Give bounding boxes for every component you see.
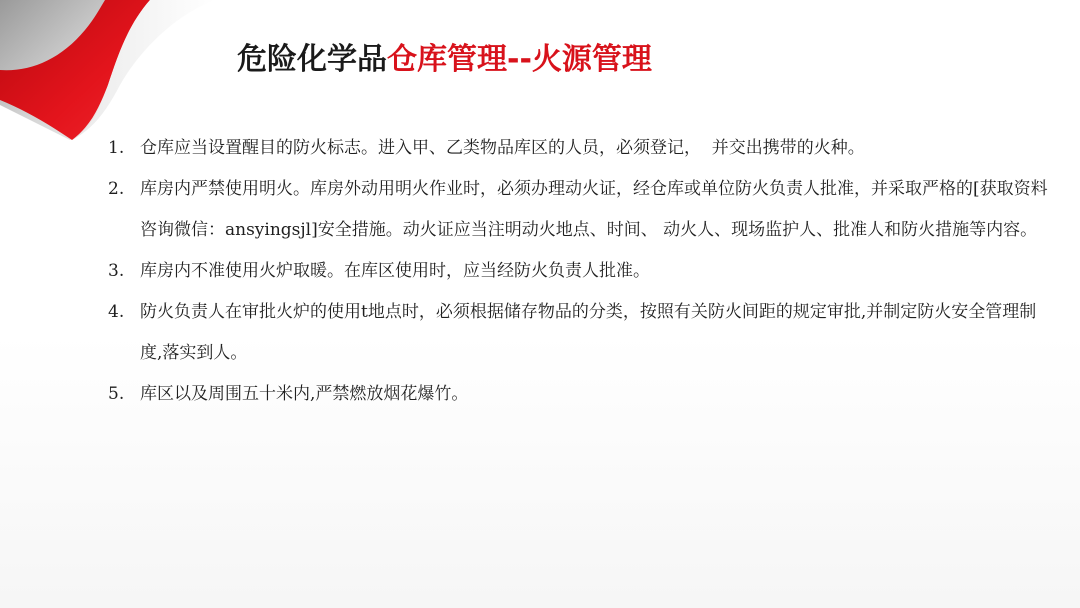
numbered-list — [108, 128, 1058, 415]
list-item-number: 2. — [108, 179, 125, 199]
list-item-number: 3. — [108, 261, 125, 281]
list-item — [108, 169, 1058, 251]
slide-title — [237, 38, 652, 82]
list-item-text: 防火负责人在审批火炉的使用t地点时，必须根据储存物品的分类，按照有关防火间距的规定审批,并制定防火安全管理制度,落实到人。 — [140, 302, 1037, 363]
list-item-text: 库房内不准使用火炉取暖。在库区使用时，应当经防火负责人批准。 — [140, 261, 650, 281]
list-item-number: 4. — [108, 302, 125, 322]
list-item-number: 1. — [108, 138, 125, 158]
list-item — [108, 292, 1058, 374]
list-item-text: 库区以及周围五十米内,严禁燃放烟花爆竹。 — [140, 384, 469, 404]
title-black-part: 危险化学品 — [237, 42, 387, 77]
list-item — [108, 251, 1058, 292]
list-item-text: 仓库应当设置醒目的防火标志。进入甲、乙类物品库区的人员，必须登记， 并交出携带的火种。 — [140, 138, 865, 158]
list-item-text: 库房内严禁使用明火。库房外动用明火作业时，必须办理动火证，经仓库或单位防火负责人批准，并采取严格的[获取资料咨询微信：ansyingsjl]安全措施。动火证应当注明动火地点、时间、 动火人、现场监护人、批准人和防火措施等内容。 — [140, 179, 1048, 240]
list-item — [108, 374, 1058, 415]
title-red-part: 仓库管理--火源管理 — [387, 42, 652, 77]
list-item — [108, 128, 1058, 169]
list-item-number: 5. — [108, 384, 125, 404]
